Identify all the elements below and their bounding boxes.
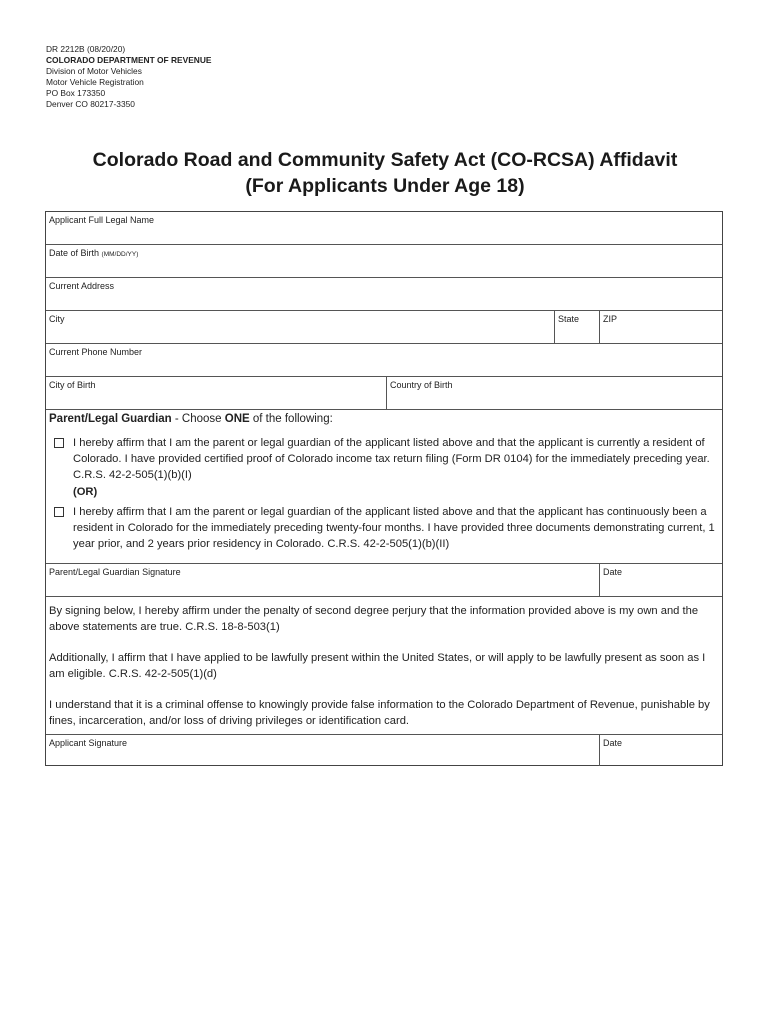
applicant-date-cell[interactable] — [599, 735, 722, 766]
guardian-date-label: Date — [603, 567, 623, 577]
guardian-option-2 — [54, 504, 716, 553]
division-name: Division of Motor Vehicles — [46, 66, 142, 76]
title-line-1: Colorado Road and Community Safety Act (CO-RCSA) Affidavit — [92, 149, 678, 171]
option-2-checkbox[interactable] — [54, 507, 64, 517]
dob-row — [46, 245, 722, 278]
guardian-heading-end: of the following: — [249, 413, 333, 425]
phone-label: Current Phone Number — [49, 347, 143, 357]
city-of-birth-cell[interactable] — [46, 377, 386, 409]
dob-format: (MM/DD/YY) — [101, 251, 139, 258]
dob-label-text: Date of Birth — [49, 248, 100, 258]
statement-lawful-presence: Additionally, I affirm that I have applied to be lawfully present within the United States, or will apply to be lawfully present as soon as I am eligible. C.R.S. 42-2-505(1)(d) — [49, 652, 706, 681]
phone-row — [46, 344, 722, 377]
guardian-heading-one: ONE — [224, 413, 250, 425]
state-cell[interactable] — [554, 311, 599, 343]
form-header — [46, 44, 212, 110]
guardian-signature-row — [46, 564, 722, 597]
address-label: Current Address — [49, 281, 115, 291]
full-name-field[interactable] — [46, 226, 722, 244]
phone-field[interactable] — [46, 358, 722, 376]
guardian-heading — [49, 413, 333, 425]
country-of-birth-label: Country of Birth — [390, 380, 453, 390]
birthplace-row — [46, 377, 722, 410]
city-state-zip-row — [46, 311, 722, 344]
applicant-signature-cell[interactable] — [46, 735, 599, 766]
guardian-heading-mid: - Choose — [171, 413, 225, 425]
option-1-text: I hereby affirm that I am the parent or legal guardian of the applicant listed above and that the applicant is currently a resident of Colorado. I have provided certified proof of Colorado income tax return filing (Form DR 0104) for the immediately preceding year. C.R.S. 42-2-505(1)(b)(I) — [73, 437, 710, 482]
title-line-2: (For Applicants Under Age 18) — [245, 175, 525, 197]
statement-perjury: By signing below, I hereby affirm under the penalty of second degree perjury that the information provided above is my own and the above statements are true. C.R.S. 18-8-503(1) — [49, 605, 699, 634]
guardian-heading-bold: Parent/Legal Guardian — [49, 413, 172, 425]
affidavit-form — [45, 211, 723, 766]
guardian-signature-label: Parent/Legal Guardian Signature — [49, 567, 181, 577]
address-field[interactable] — [46, 292, 722, 310]
guardian-option-1 — [54, 435, 716, 484]
mailing-city: Denver CO 80217-3350 — [46, 99, 135, 109]
department-name: COLORADO DEPARTMENT OF REVENUE — [46, 55, 212, 65]
option-2-text: I hereby affirm that I am the parent or legal guardian of the applicant listed above and that the applicant has continuously been a resident in Colorado for the immediately preceding twenty-four months. I have provided three documents demonstrating current, 1 year prior, and 2 years prior residency in Colorado. C.R.S. 42-2-505(1)(b)(II) — [73, 506, 715, 551]
city-cell[interactable] — [46, 311, 554, 343]
statement-criminal-offense: I understand that it is a criminal offense to knowingly provide false information to the Colorado Department of Revenue, punishable by fines, incarceration, and/or loss of driving privileges or identification card. — [49, 699, 710, 728]
form-number: DR 2212B (08/20/20) — [46, 44, 126, 54]
country-of-birth-cell[interactable] — [386, 377, 722, 409]
or-separator: (OR) — [73, 486, 98, 498]
city-label: City — [49, 314, 65, 324]
full-name-row — [46, 212, 722, 245]
section-name: Motor Vehicle Registration — [46, 77, 144, 87]
zip-label: ZIP — [603, 314, 618, 324]
option-1-checkbox[interactable] — [54, 438, 64, 448]
state-label: State — [558, 314, 580, 324]
address-row — [46, 278, 722, 311]
applicant-signature-row — [46, 735, 722, 766]
city-of-birth-label: City of Birth — [49, 380, 96, 390]
full-name-label: Applicant Full Legal Name — [49, 215, 155, 225]
dob-field[interactable] — [46, 259, 722, 277]
po-box: PO Box 173350 — [46, 88, 106, 98]
guardian-signature-cell[interactable] — [46, 564, 599, 596]
zip-cell[interactable] — [599, 311, 722, 343]
applicant-signature-label: Applicant Signature — [49, 738, 128, 748]
guardian-date-cell[interactable] — [599, 564, 722, 596]
guardian-section — [46, 410, 722, 564]
page-title — [0, 147, 770, 199]
statements-section — [46, 597, 722, 735]
applicant-date-label: Date — [603, 738, 623, 748]
